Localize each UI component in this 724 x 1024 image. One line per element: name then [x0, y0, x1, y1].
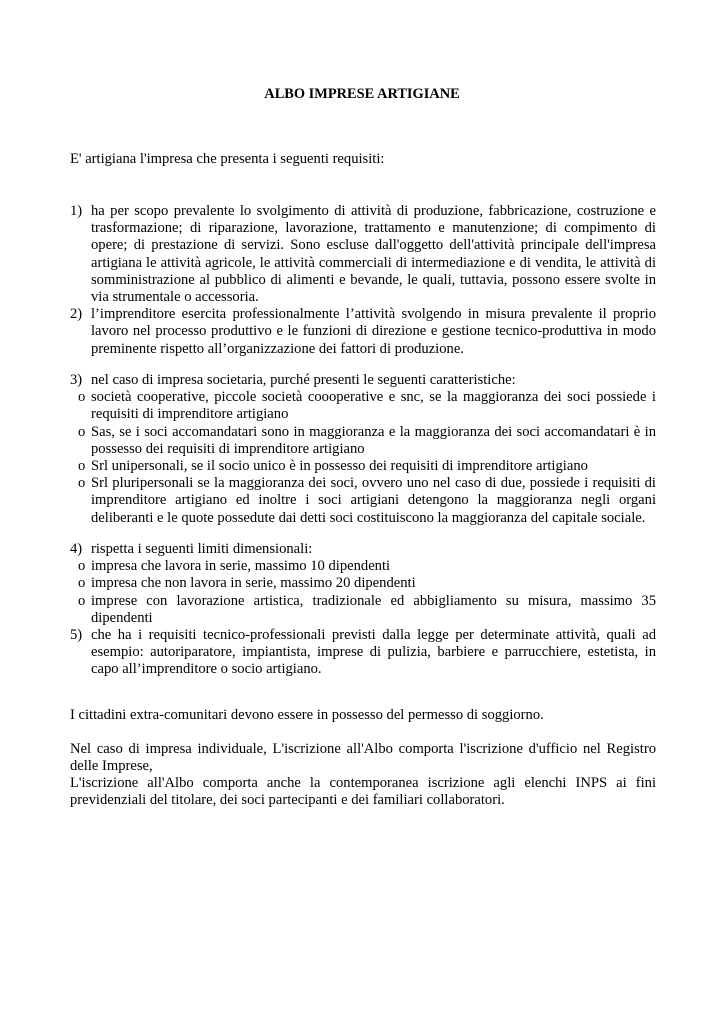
- requirement-item-2: [70, 306, 656, 358]
- requirement-number: 4): [70, 541, 83, 557]
- sublist-item: [70, 558, 656, 575]
- bullet-circle-icon: o: [78, 389, 86, 406]
- requirement-item-1: [70, 203, 656, 306]
- requirement-item-3: [70, 372, 656, 389]
- requirement-number: 5): [70, 627, 83, 644]
- sublist-item: [70, 475, 656, 527]
- requirement-text: nel caso di impresa societaria, purché presenti le seguenti caratteristiche:: [91, 372, 516, 388]
- sublist-text: Sas, se i soci accomandatari sono in maggioranza e la maggioranza dei soci accomandatari è in possesso dei requisiti di imprenditore artigiano: [91, 423, 656, 457]
- requirement-text: ha per scopo prevalente lo svolgimento di attività di produzione, fabbricazione, costruzione e trasformazione; di riparazione, lavorazione, trattamento e manutenzione; di compimento di opere; di prestazione di servizi. Sono escluse dall'oggetto dell'attività principale dell'impresa artigiana le attività agricole, le attività commerciali di intermediazione e di vendita, le attività di somministrazione al pubblico di alimenti e bevande, le quali, tuttavia, possono essere svolte in via strumentale o accessoria.: [91, 203, 656, 306]
- sublist-item: [70, 389, 656, 423]
- bullet-circle-icon: o: [78, 423, 86, 440]
- sublist-text: imprese con lavorazione artistica, tradizionale ed abbigliamento su misura, massimo 35 dipendenti: [91, 592, 656, 626]
- bullet-circle-icon: o: [78, 592, 86, 609]
- bullet-circle-icon: o: [78, 558, 86, 575]
- requirement-number: 3): [70, 372, 83, 388]
- sublist-item: [70, 424, 656, 458]
- sublist-dimensionali: [70, 558, 656, 627]
- note-impresa-individuale: Nel caso di impresa individuale, L'iscrizione all'Albo comporta l'iscrizione d'ufficio nel Registro delle Imprese,: [70, 741, 656, 775]
- sublist-text: Srl unipersonali, se il socio unico è in possesso dei requisiti di imprenditore artigiano: [91, 458, 588, 475]
- page-title: ALBO IMPRESE ARTIGIANE: [264, 86, 460, 102]
- bullet-circle-icon: o: [78, 458, 86, 475]
- sublist-text: Srl pluripersonali se la maggioranza dei soci, ovvero uno nel caso di due, possiede i requisiti di imprenditore artigiano ed inoltre i soci artigiani detengono la maggioranza negli organi deliberanti e le quote possedute dai detti soci costituiscono la maggioranza del capitale sociale.: [91, 475, 656, 526]
- requirements-list-a: [70, 203, 656, 358]
- sublist-text: impresa che lavora in serie, massimo 10 dipendenti: [91, 558, 391, 575]
- bullet-circle-icon: o: [78, 475, 86, 492]
- requirement-item-5: [70, 627, 656, 679]
- note-extracomunitari: I cittadini extra-comunitari devono essere in possesso del permesso di soggiorno.: [70, 707, 544, 723]
- sublist-societaria: [70, 389, 656, 527]
- intro-text: E' artigiana l'impresa che presenta i seguenti requisiti:: [70, 151, 385, 167]
- note-iscrizione-inps: L'iscrizione all'Albo comporta anche la contemporanea iscrizione agli elenchi INPS ai fini previdenziali del titolare, dei soci partecipanti e dei familiari collaboratori.: [70, 775, 656, 809]
- sublist-text: società cooperative, piccole società coooperative e snc, se la maggioranza dei soci possiede i requisiti di imprenditore artigiano: [91, 389, 656, 423]
- sublist-item: [70, 593, 656, 627]
- requirement-text: che ha i requisiti tecnico-professionali previsti dalla legge per determinate attività, quali ad esempio: autoriparatore, impiantista, imprese di pulizia, barbiere e parrucchiere, estetista, in capo all’imprenditore o socio artigiano.: [91, 627, 656, 678]
- requirement-text: rispetta i seguenti limiti dimensionali:: [91, 541, 313, 557]
- sublist-item: [70, 575, 656, 592]
- requirements-list-b: [70, 372, 656, 527]
- sublist-item: [70, 458, 656, 475]
- requirement-number: 2): [70, 306, 83, 323]
- requirement-text: l’imprenditore esercita professionalmente l’attività svolgendo in misura prevalente il proprio lavoro nel processo produttivo e le funzioni di direzione e gestione tecnico-produttiva in modo preminente rispetto all’organizzazione dei fattori di produzione.: [91, 306, 656, 357]
- bullet-circle-icon: o: [78, 575, 86, 592]
- requirement-number: 1): [70, 203, 83, 219]
- requirements-list-c: [70, 541, 656, 679]
- requirement-item-4: [70, 541, 656, 558]
- sublist-text: impresa che non lavora in serie, massimo 20 dipendenti: [91, 575, 416, 592]
